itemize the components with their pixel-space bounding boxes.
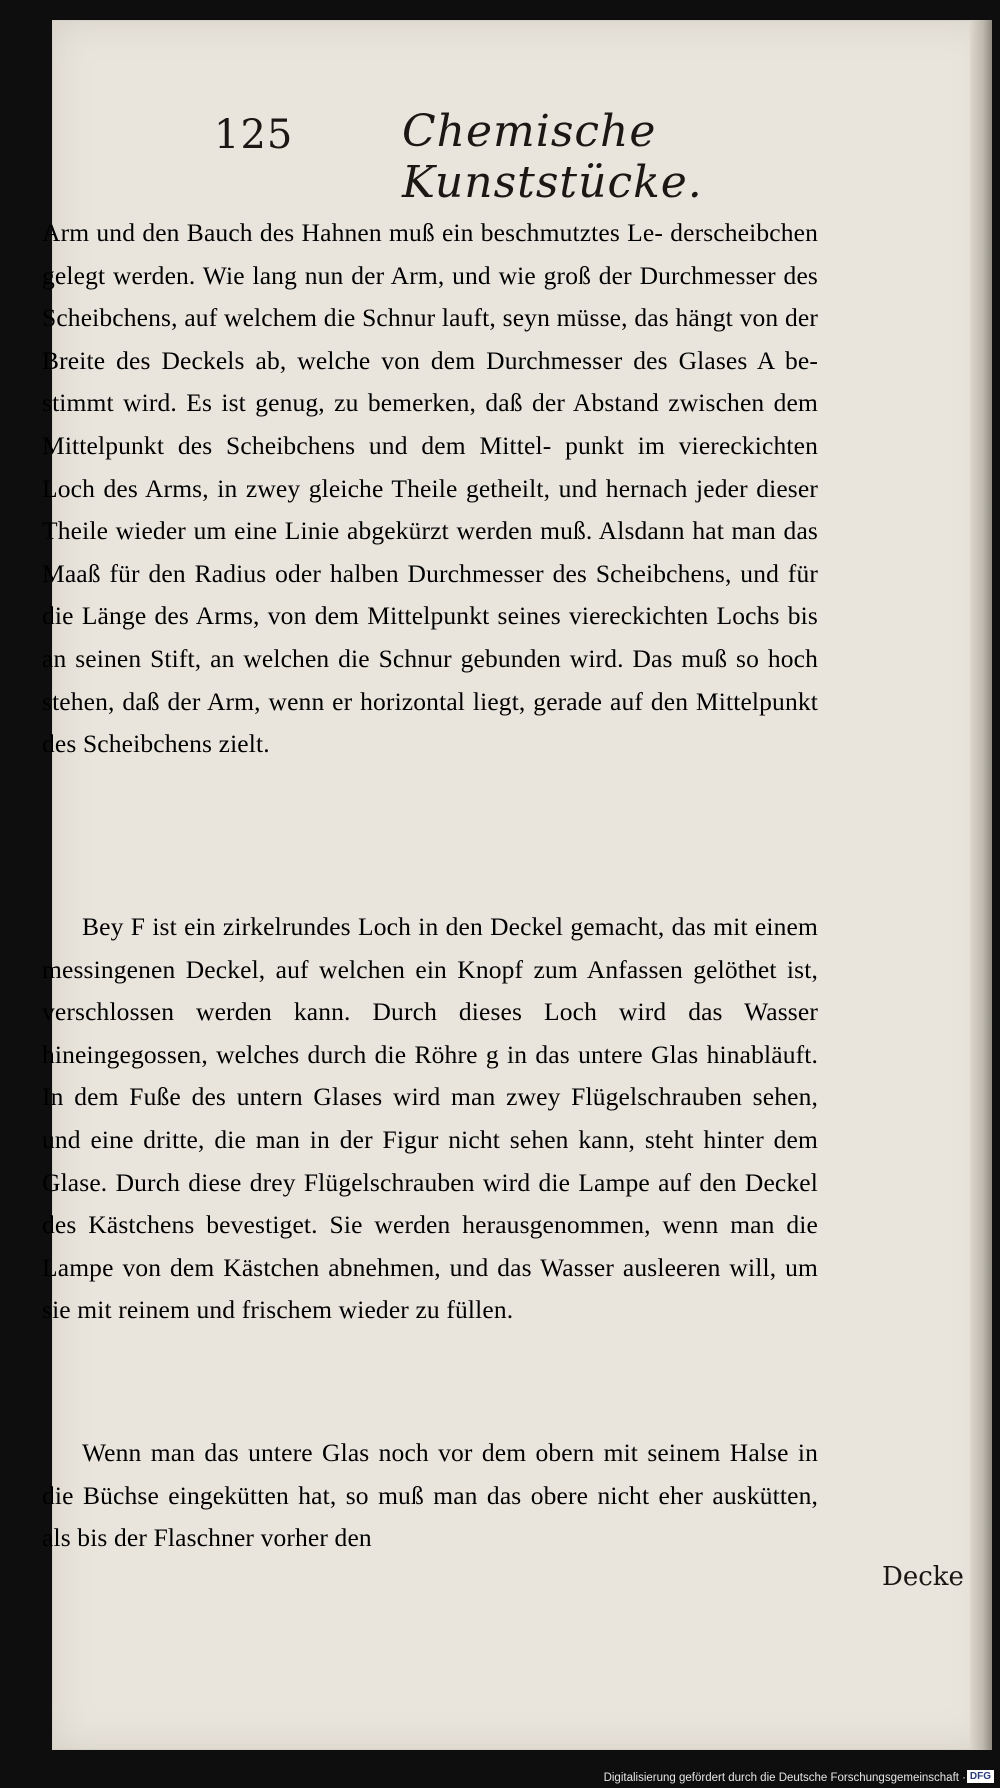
catchword: Decke: [882, 1562, 964, 1592]
body-paragraph: Arm und den Bauch des Hahnen muß ein beschmutztes Le- derscheibchen gelegt werden. Wie lang nun der Arm, und wie groß der Durchmesser des Scheibchens, auf welchem die Schnur lauft, seyn müsse, das hängt von der Breite des Deckels ab, welche von dem Durchmesser des Glases A be- stimmt wird. Es ist genug, zu bemerken, daß der Abstand zwischen dem Mittelpunkt des Scheibchens und dem Mittel- punkt im viereckichten Loch des Arms, in zwey gleiche Theile getheilt, und hernach jeder dieser Theile wieder um eine Linie abgekürzt werden muß. Alsdann hat man das Maaß für den Radius oder halben Durchmesser des Scheibchens, und für die Länge des Arms, von dem Mittelpunkt seines viereckichten Lochs bis an seinen Stift, an welchen die Schnur gebunden wird. Das muß so hoch stehen, daß der Arm, wenn er horizontal liegt, gerade auf den Mittelpunkt des Scheibchens zielt.: [42, 218, 818, 759]
body-paragraph: Bey F ist ein zirkelrundes Loch in den Deckel gemacht, das mit einem messingenen Deckel, auf welchen ein Knopf zum Anfassen gelöthet ist, verschlossen werden kann. Durch dieses Loch wird das Wasser hineingegossen, welches durch die Röhre g in das untere Glas hinabläuft. In dem Fuße des untern Glases wird man zwey Flügelschrauben sehen, und eine dritte, die man in der Figur nicht sehen kann, steht hinter dem Glase. Durch diese drey Flügelschrauben wird die Lampe auf den Deckel des Kästchens bevestiget. Sie werden herausgenommen, wenn man die Lampe von dem Kästchen abnehmen, und das Wasser ausleeren will, um sie mit reinem und frischem wieder zu füllen.: [42, 912, 818, 1325]
digitization-credit: Digitalisierung gefördert durch die Deutsche Forschungsgemeinschaft ·: [603, 1772, 966, 1784]
page-header: [162, 98, 960, 208]
page-edge: [970, 20, 992, 1750]
footer-bar: [0, 1762, 1000, 1788]
page-number: 125: [214, 112, 294, 158]
dfg-logo: DFG: [967, 1770, 994, 1783]
running-title: Chemische Kunststücke.: [402, 106, 703, 208]
body-paragraph: Wenn man das untere Glas noch vor dem obern mit seinem Halse in die Büchse eingekütten hat, so muß man das obere nicht eher auskütten, als bis der Flaschner vorher den: [42, 1438, 818, 1553]
page-content: [162, 98, 960, 208]
